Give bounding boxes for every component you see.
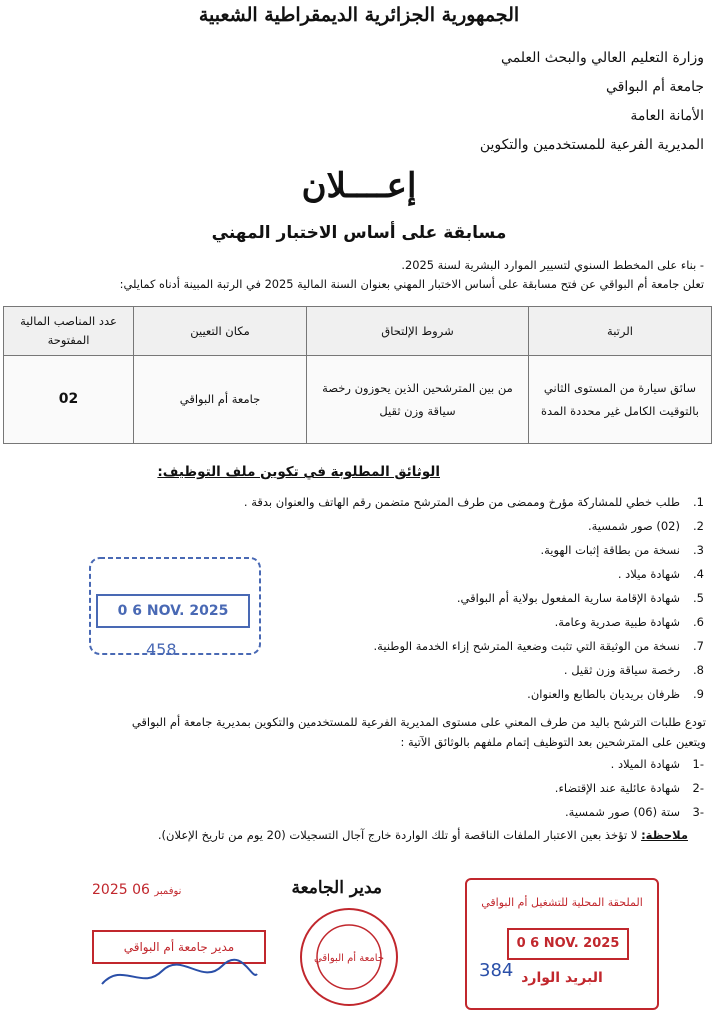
documents-heading: الوثائق المطلوبة في تكوين ملف التوظيف:: [157, 464, 440, 480]
organization-block: [404, 44, 704, 160]
list-item: -3ستة (06) صور شمسية.: [565, 805, 704, 819]
stamp-agency-name: الملحقة المحلية للتشغيل أم البواقي: [481, 896, 643, 909]
list-item: -1شهادة الميلاد .: [610, 757, 704, 771]
list-item: 8.رخصة سياقة وزن ثقيل .: [563, 663, 704, 677]
cell-location: جامعة أم البواقي: [134, 356, 307, 444]
stamp-footer: البريد الوارد: [521, 970, 603, 986]
list-item: 2.(02) صور شمسية.: [587, 519, 704, 533]
list-item: 5.شهادة الإقامة سارية المفعول بولاية أم البواقي.: [456, 591, 704, 605]
submission-text: [6, 712, 706, 752]
secretariat-name: الأمانة العامة: [630, 108, 704, 124]
header-location: مكان التعيين: [134, 307, 307, 356]
signature-date: [92, 882, 181, 898]
date-month: نوفمبر: [154, 886, 182, 897]
table-row: [4, 356, 712, 444]
list-item: 9.ظرفان بريديان بالطابع والعنوان.: [527, 687, 704, 701]
university-seal-icon: [298, 906, 400, 1008]
intro-line: تعلن جامعة أم البواقي عن فتح مسابقة على أساس الاختبار المهني بعنوان السنة المالية 2025 في الرتبة المبينة أدناه كمايلي:: [119, 277, 704, 291]
republic-header: الجمهورية الجزائرية الديمقراطية الشعبية: [198, 4, 520, 26]
stamp-registration-number: 384: [479, 960, 514, 981]
seal-text: جامعة أم البواقي: [314, 953, 384, 964]
list-item: 6.شهادة طبية صدرية وعامة.: [554, 615, 704, 629]
submission-line-2: ويتعين على المترشحين بعد التوظيف إتمام ملفهم بالوثائق الآتية :: [400, 735, 706, 749]
preamble: [14, 256, 704, 294]
incoming-mail-stamp: [465, 878, 659, 1010]
table-header-row: [4, 307, 712, 356]
list-item: 4.شهادة ميلاد .: [617, 567, 704, 581]
ministry-name: وزارة التعليم العالي والبحث العلمي: [501, 50, 704, 66]
note-text: لا تؤخذ بعين الاعتبار الملفات الناقصة أو تلك الواردة خارج آجال التسجيلات (20 يوم من تاريخ الإعلان).: [157, 828, 638, 842]
stamp-registration-number: 458: [146, 640, 177, 659]
stamp-date: 0 6 NOV. 2025: [507, 928, 629, 960]
handwritten-signature-icon: [92, 956, 262, 996]
cell-grade: سائق سيارة من المستوى الثاني بالتوقيت الكامل غير محددة المدة: [529, 356, 712, 444]
header-grade: الرتبة: [529, 307, 712, 356]
note: [8, 828, 688, 842]
director-name-stamp: مدير جامعة أم البواقي: [92, 930, 266, 964]
note-label: ملاحظة:: [641, 828, 688, 842]
signature-title: مدير الجامعة: [291, 878, 382, 898]
header-count: عدد المناصب المالية المفتوحة: [4, 307, 134, 356]
announcement-title: إعــــلان: [301, 166, 417, 206]
directorate-name: المديرية الفرعية للمستخدمين والتكوين: [479, 137, 704, 153]
university-name: جامعة أم البواقي: [606, 79, 704, 95]
post-hire-documents-list: [64, 752, 704, 824]
list-item: 3.نسخة من بطاقة إثبات الهوية.: [540, 543, 704, 557]
list-item: 7.نسخة من الوثيقة التي تثبت وضعية المترشح إزاء الخدمة الوطنية.: [373, 639, 704, 653]
received-stamp-blue: [88, 552, 264, 664]
cell-count: 02: [4, 356, 134, 444]
stamp-date: 0 6 NOV. 2025: [96, 594, 250, 628]
date-day: 06: [132, 882, 150, 898]
list-item: 1.طلب خطي للمشاركة مؤرخ وممضى من طرف المترشح متضمن رقم الهاتف والعنوان بدقة .: [243, 495, 704, 509]
basis-line: - بناء على المخطط السنوي لتسيير الموارد البشرية لسنة 2025.: [401, 258, 704, 272]
date-year: 2025: [92, 882, 128, 898]
submission-line-1: تودع طلبات الترشح باليد من طرف المعني على مستوى المديرية الفرعية للمستخدمين والتكوين بمديرية جامعة أم البواقي: [131, 715, 706, 729]
cell-conditions: من بين المترشحين الذين يحوزون رخصة سياقة وزن ثقيل: [307, 356, 529, 444]
list-item: -2شهادة عائلية عند الإقتضاء.: [554, 781, 704, 795]
announcement-subtitle: مسابقة على أساس الاختبار المهني: [211, 223, 507, 243]
positions-table: [3, 306, 712, 444]
header-conditions: شروط الإلتحاق: [307, 307, 529, 356]
